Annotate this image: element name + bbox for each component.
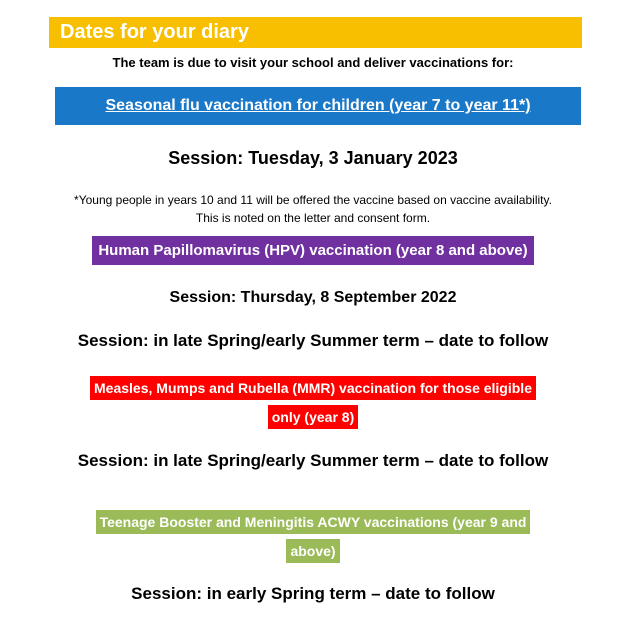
diary-banner: Dates for your diary — [49, 17, 582, 48]
flu-note-line2: This is noted on the letter and consent form. — [195, 211, 431, 225]
hpv-vaccination-title: Human Papillomavirus (HPV) vaccination (year 8 and above) — [92, 236, 533, 265]
mmr-vaccination-title-line2: only (year 8) — [268, 405, 358, 429]
flu-vaccination-title: Seasonal flu vaccination for children (year 7 to year 11*) — [105, 97, 531, 114]
intro-text: The team is due to visit your school and deliver vaccinations for: — [112, 55, 514, 70]
flu-note-line1: *Young people in years 10 and 11 will be offered the vaccine based on vaccine availability. — [74, 193, 552, 207]
teen-vaccination-title-line1: Teenage Booster and Meningitis ACWY vaccinations (year 9 and — [96, 510, 531, 534]
teen-session: Session: in early Spring term – date to follow — [131, 584, 495, 603]
teen-vaccination-heading — [0, 508, 626, 566]
hpv-session-1: Session: Thursday, 8 September 2022 — [169, 289, 457, 306]
flu-vaccination-heading — [55, 87, 581, 125]
teen-vaccination-title-line2: above) — [286, 539, 339, 563]
mmr-vaccination-title-line1: Measles, Mumps and Rubella (MMR) vaccination for those eligible — [90, 376, 536, 400]
hpv-vaccination-heading — [0, 236, 626, 266]
mmr-session: Session: in late Spring/early Summer term – date to follow — [77, 451, 549, 470]
flu-note — [0, 191, 626, 227]
hpv-session-2: Session: in late Spring/early Summer term – date to follow — [77, 331, 549, 350]
mmr-vaccination-heading — [0, 374, 626, 432]
flu-session: Session: Tuesday, 3 January 2023 — [168, 148, 458, 168]
